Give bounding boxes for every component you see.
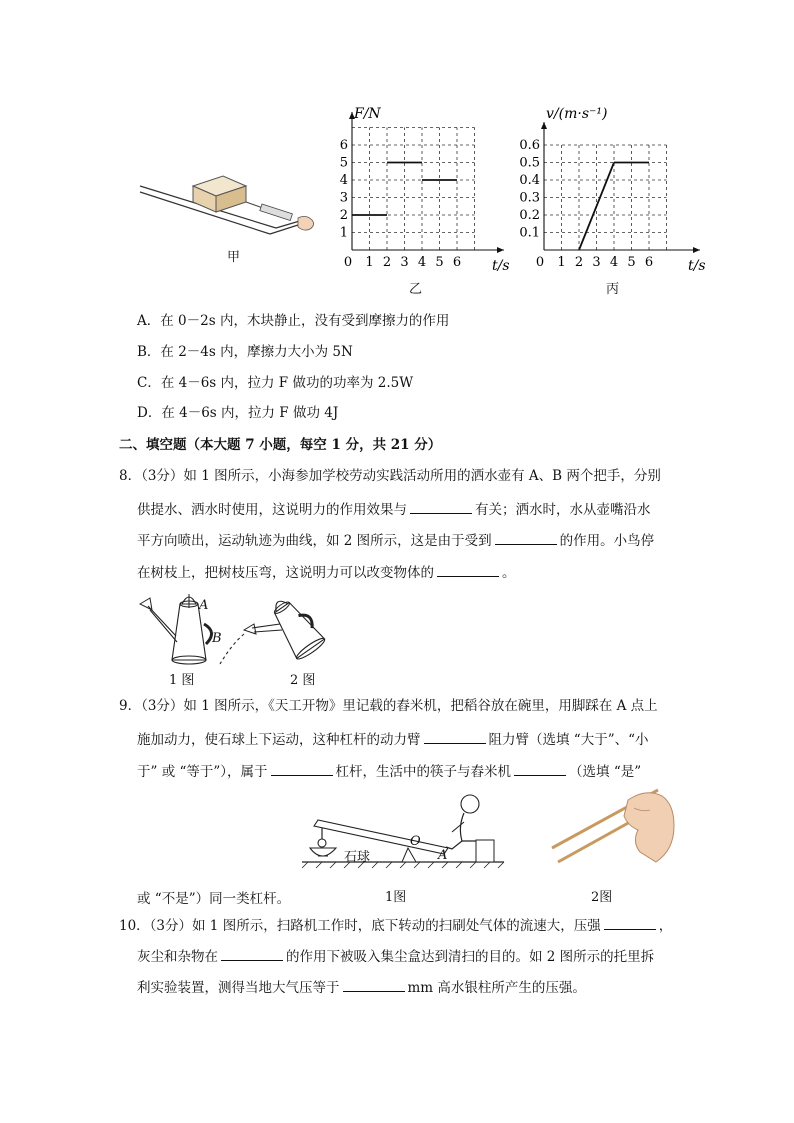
x-tick-label: 4 bbox=[609, 255, 619, 270]
q8-text: 。 bbox=[502, 565, 516, 581]
x-tick-label: 1 bbox=[557, 255, 566, 270]
q9-line-3 bbox=[137, 760, 641, 782]
q9-figure-chopsticks bbox=[548, 780, 676, 870]
y-axis-label: F/N bbox=[354, 106, 381, 122]
q7-option-d: D．在 4－6s 内，拉力 F 做功 4J bbox=[137, 405, 339, 421]
q10-line-2 bbox=[137, 945, 654, 967]
q10-text: 的作用下被吸入集尘盒达到清扫的目的。如 2 图所示的托里拆 bbox=[286, 949, 655, 965]
q8-blank-1[interactable] bbox=[410, 498, 472, 514]
q8-text: 有关；洒水时，水从壶嘴沿水 bbox=[475, 502, 651, 518]
q9-blank-3[interactable] bbox=[514, 760, 566, 776]
q9-text: 施加动力，使石球上下运动，这种杠杆的动力臂 bbox=[137, 732, 421, 748]
q9-label-a: A bbox=[438, 848, 448, 863]
y-tick-label: 0.1 bbox=[519, 225, 540, 241]
q10-text: 灰尘和杂物在 bbox=[137, 949, 218, 965]
q8-figure-watering-can bbox=[132, 584, 352, 672]
y-tick-label: 0.4 bbox=[519, 173, 540, 188]
q7-option-b: B．在 2－4s 内，摩擦力大小为 5N bbox=[137, 344, 353, 360]
y-tick-label: 4 bbox=[339, 173, 348, 188]
caption-bing: 丙 bbox=[606, 282, 620, 297]
x-tick-label: 3 bbox=[400, 255, 409, 270]
x-tick-label: 4 bbox=[417, 255, 427, 270]
x-tick-label: 3 bbox=[592, 255, 601, 270]
q10-text: ， bbox=[658, 918, 673, 934]
q8-line-2 bbox=[137, 498, 651, 520]
q9-caption-2: 2图 bbox=[591, 890, 613, 905]
q9-label-stone-ball: 石球 bbox=[344, 850, 371, 865]
figure-jia-block-board bbox=[138, 168, 338, 248]
x-tick-label: 6 bbox=[644, 255, 654, 270]
q8-label-b: B bbox=[212, 631, 222, 646]
x-tick-label: 6 bbox=[452, 255, 462, 270]
q10-text: mm 高水银柱所产生的压强。 bbox=[407, 980, 586, 996]
section-title-fill-in: 二、填空题（本大题 7 小题，每空 1 分，共 21 分） bbox=[119, 437, 442, 453]
x-tick-label: 5 bbox=[627, 255, 636, 270]
q10-line-1 bbox=[119, 914, 672, 936]
origin-label: 0 bbox=[343, 255, 353, 270]
x-tick-label: 1 bbox=[365, 255, 374, 270]
q8-text: 的作用。小鸟停 bbox=[559, 533, 655, 549]
q8-label-a: A bbox=[199, 598, 209, 613]
q9-blank-1[interactable] bbox=[424, 728, 486, 744]
q10-line-3 bbox=[137, 976, 586, 998]
q8-text: 平方向喷出，运动轨迹为曲线，如 2 图所示，这是由于受到 bbox=[137, 533, 492, 549]
q8-line-1: 8．（3分）如 1 图所示，小海参加学校劳动实践活动所用的洒水壶有 A、B 两个把手，分别 bbox=[119, 468, 661, 484]
y-tick-label: 6 bbox=[339, 138, 348, 153]
q9-text: 阻力臂（选填 “大于”、“小 bbox=[488, 732, 649, 748]
q9-figure-rice-pounder bbox=[298, 790, 510, 872]
q10-blank-2[interactable] bbox=[221, 945, 283, 961]
x-axis-arrow bbox=[693, 247, 700, 253]
y-axis-label: v/(m·s⁻¹) bbox=[546, 106, 608, 122]
q8-blank-2[interactable] bbox=[495, 529, 557, 545]
y-tick-label: 0.2 bbox=[519, 208, 540, 223]
x-axis-label: t/s bbox=[688, 258, 706, 274]
q9-line-1: 9．（3分）如 1 图所示，《天工开物》里记载的舂米机，把稻谷放在碗里，用脚踩在 A 点上 bbox=[119, 698, 658, 714]
chart-force-time bbox=[330, 104, 510, 294]
y-tick-label: 3 bbox=[339, 190, 348, 206]
y-tick-label: 0.5 bbox=[519, 155, 540, 171]
q9-line-2 bbox=[137, 728, 649, 750]
q8-blank-3[interactable] bbox=[437, 561, 499, 577]
q10-text: 利实验装置，测得当地大气压等于 bbox=[137, 980, 340, 996]
q10-blank-3[interactable] bbox=[343, 976, 405, 992]
x-tick-label: 2 bbox=[382, 255, 392, 270]
y-tick-label: 1 bbox=[339, 225, 348, 241]
origin-label: 0 bbox=[535, 255, 545, 270]
q8-line-3 bbox=[137, 529, 654, 551]
q8-line-4 bbox=[137, 561, 516, 583]
x-axis-label: t/s bbox=[492, 258, 510, 274]
caption-yi: 乙 bbox=[409, 282, 423, 297]
q8-text: 供提水、洒水时使用，这说明力的作用效果与 bbox=[137, 502, 407, 518]
q7-option-c: C．在 4－6s 内，拉力 F 做功的功率为 2.5W bbox=[137, 375, 414, 391]
q9-text: 杠杆，生活中的筷子与舂米机 bbox=[335, 764, 512, 780]
q8-text: 在树枝上，把树枝压弯，这说明力可以改变物体的 bbox=[137, 565, 434, 581]
q9-label-o: O bbox=[410, 834, 421, 849]
q9-text: （选填 “是” bbox=[569, 764, 642, 780]
y-tick-label: 0.6 bbox=[519, 138, 540, 153]
y-tick-label: 2 bbox=[339, 208, 348, 223]
caption-jia: 甲 bbox=[227, 250, 241, 265]
q8-caption-1: 1 图 bbox=[169, 673, 195, 688]
x-axis-arrow bbox=[497, 247, 504, 253]
y-tick-label: 0.3 bbox=[519, 190, 540, 206]
q10-text: 10．（3分）如 1 图所示，扫路机工作时，底下转动的扫刷处气体的流速大，压强 bbox=[119, 918, 601, 934]
q9-caption-1: 1图 bbox=[385, 890, 407, 905]
q9-line-4: 或 “不是”）同一类杠杆。 bbox=[137, 891, 291, 907]
q7-option-a: A．在 0－2s 内，木块静止，没有受到摩擦力的作用 bbox=[137, 313, 450, 329]
q10-blank-1[interactable] bbox=[604, 914, 656, 930]
y-axis-arrow bbox=[541, 122, 547, 129]
chart-velocity-time bbox=[508, 104, 708, 294]
q9-blank-2[interactable] bbox=[271, 760, 333, 776]
q9-text: 于” 或 “等于”），属于 bbox=[137, 764, 268, 780]
x-tick-label: 2 bbox=[574, 255, 584, 270]
q8-caption-2: 2 图 bbox=[290, 673, 316, 688]
x-tick-label: 5 bbox=[435, 255, 444, 270]
y-tick-label: 5 bbox=[339, 155, 348, 171]
